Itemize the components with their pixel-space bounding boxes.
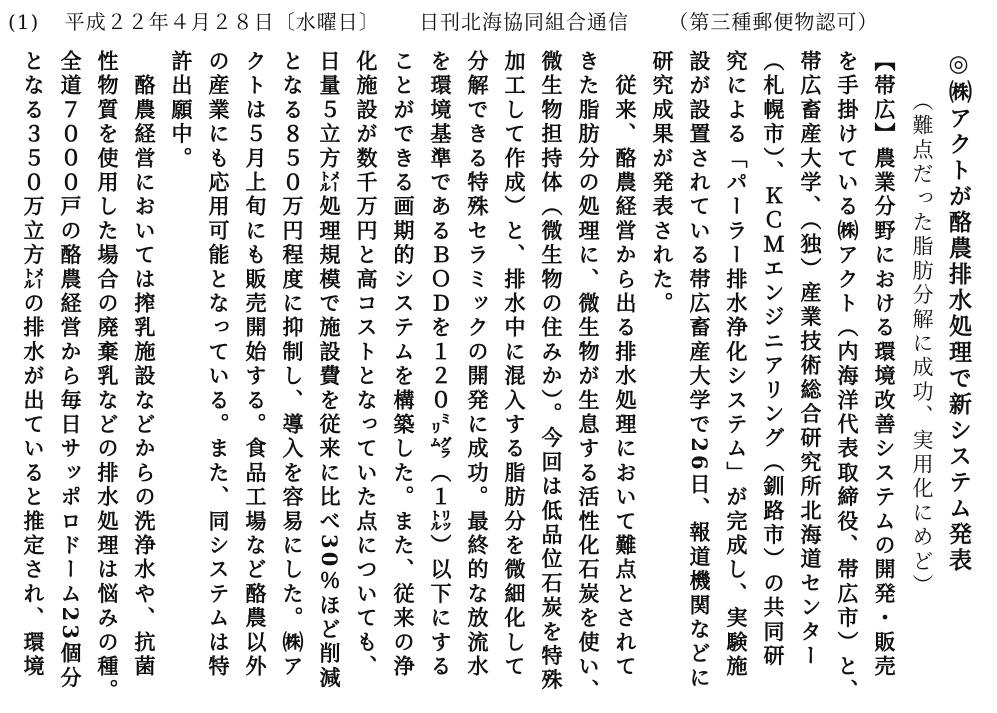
article-line: 分解できる特殊セラミックの開発に成功。最終的な放流水 — [465, 50, 490, 680]
article-line: 従来、酪農経営から出る排水処理において難点とされて — [613, 50, 638, 680]
article-body — [0, 50, 997, 710]
article-line: となる３５０万立方㍍の排水が出ていると推定され、環境 — [21, 50, 46, 680]
postal-permit: （第三種郵便物認可） — [668, 10, 879, 34]
article-line: （札幌市）、ＫＣＭエンジニアリング（釧路市）の共同研 — [761, 50, 786, 669]
article-line: を環境基準であるＢＯＤを１２０㍉㌘（１㍑）以下にする — [428, 50, 453, 680]
article-title: ◎㈱アクトが酪農排水処理で新システム発表 — [945, 50, 972, 574]
article-line: 設が設置されている帯広畜産大学で26日、報道機関などに — [687, 50, 712, 691]
page-header — [8, 7, 988, 37]
article-line: 帯広畜産大学、（独）産業技術総合研究所北海道センター — [798, 50, 823, 669]
article-line: 全道７０００戸の酪農経営から毎日サッポロドーム23個分 — [58, 50, 83, 691]
newspaper-name: 日刊北海協同組合通信 — [419, 10, 630, 34]
issue-date: 平成２２年４月２８日〔水曜日〕 — [64, 10, 380, 34]
article-line: クトは５月上旬にも販売開始する。食品工場など酪農以外 — [243, 50, 268, 680]
article-line: きた脂肪分の処理に、微生物が生息する活性化石炭を使い、 — [576, 50, 601, 704]
article-line: 日量５立方㍍処理規模で施設費を従来に比べ30％ほど削減 — [317, 50, 342, 691]
article-line: 微生物担持体（微生物の住みか）。今回は低品位石炭を特殊 — [539, 50, 564, 693]
article-subtitle: （難点だった脂肪分解に成功、実用化にめど） — [910, 90, 934, 599]
article-line: 酪農経営においては搾乳施設などからの洗浄水や、抗菌 — [132, 50, 157, 680]
article-line: ことができる画期的システムを構築した。また、従来の浄 — [391, 50, 416, 680]
article-line: 研究成果が発表された。 — [650, 50, 675, 317]
article-line: 許出願中。 — [169, 50, 194, 171]
article-line: 化施設が数千万円と高コストとなっていた点についても、 — [354, 50, 379, 680]
article-line: 性物質を使用した場合の廃棄乳などの排水処理は悩みの種。 — [95, 50, 120, 704]
page-number: (1) — [8, 10, 40, 34]
article-line: を手掛けている㈱アクト（内海洋代表取締役、帯広市）と、 — [835, 50, 860, 704]
article-line: となる８５０万円程度に抑制し、導入を容易にした。㈱ア — [280, 50, 305, 680]
article-line: の産業にも応用可能となっている。また、同システムは特 — [206, 50, 231, 680]
article-line: 加工して作成）と、排水中に混入する脂肪分を微細化して — [502, 50, 527, 680]
article-line: 究による「パーラー排水浄化システム」が完成し、実験施 — [724, 50, 749, 680]
article-line: 【帯広】農業分野における環境改善システムの開発・販売 — [872, 50, 897, 680]
